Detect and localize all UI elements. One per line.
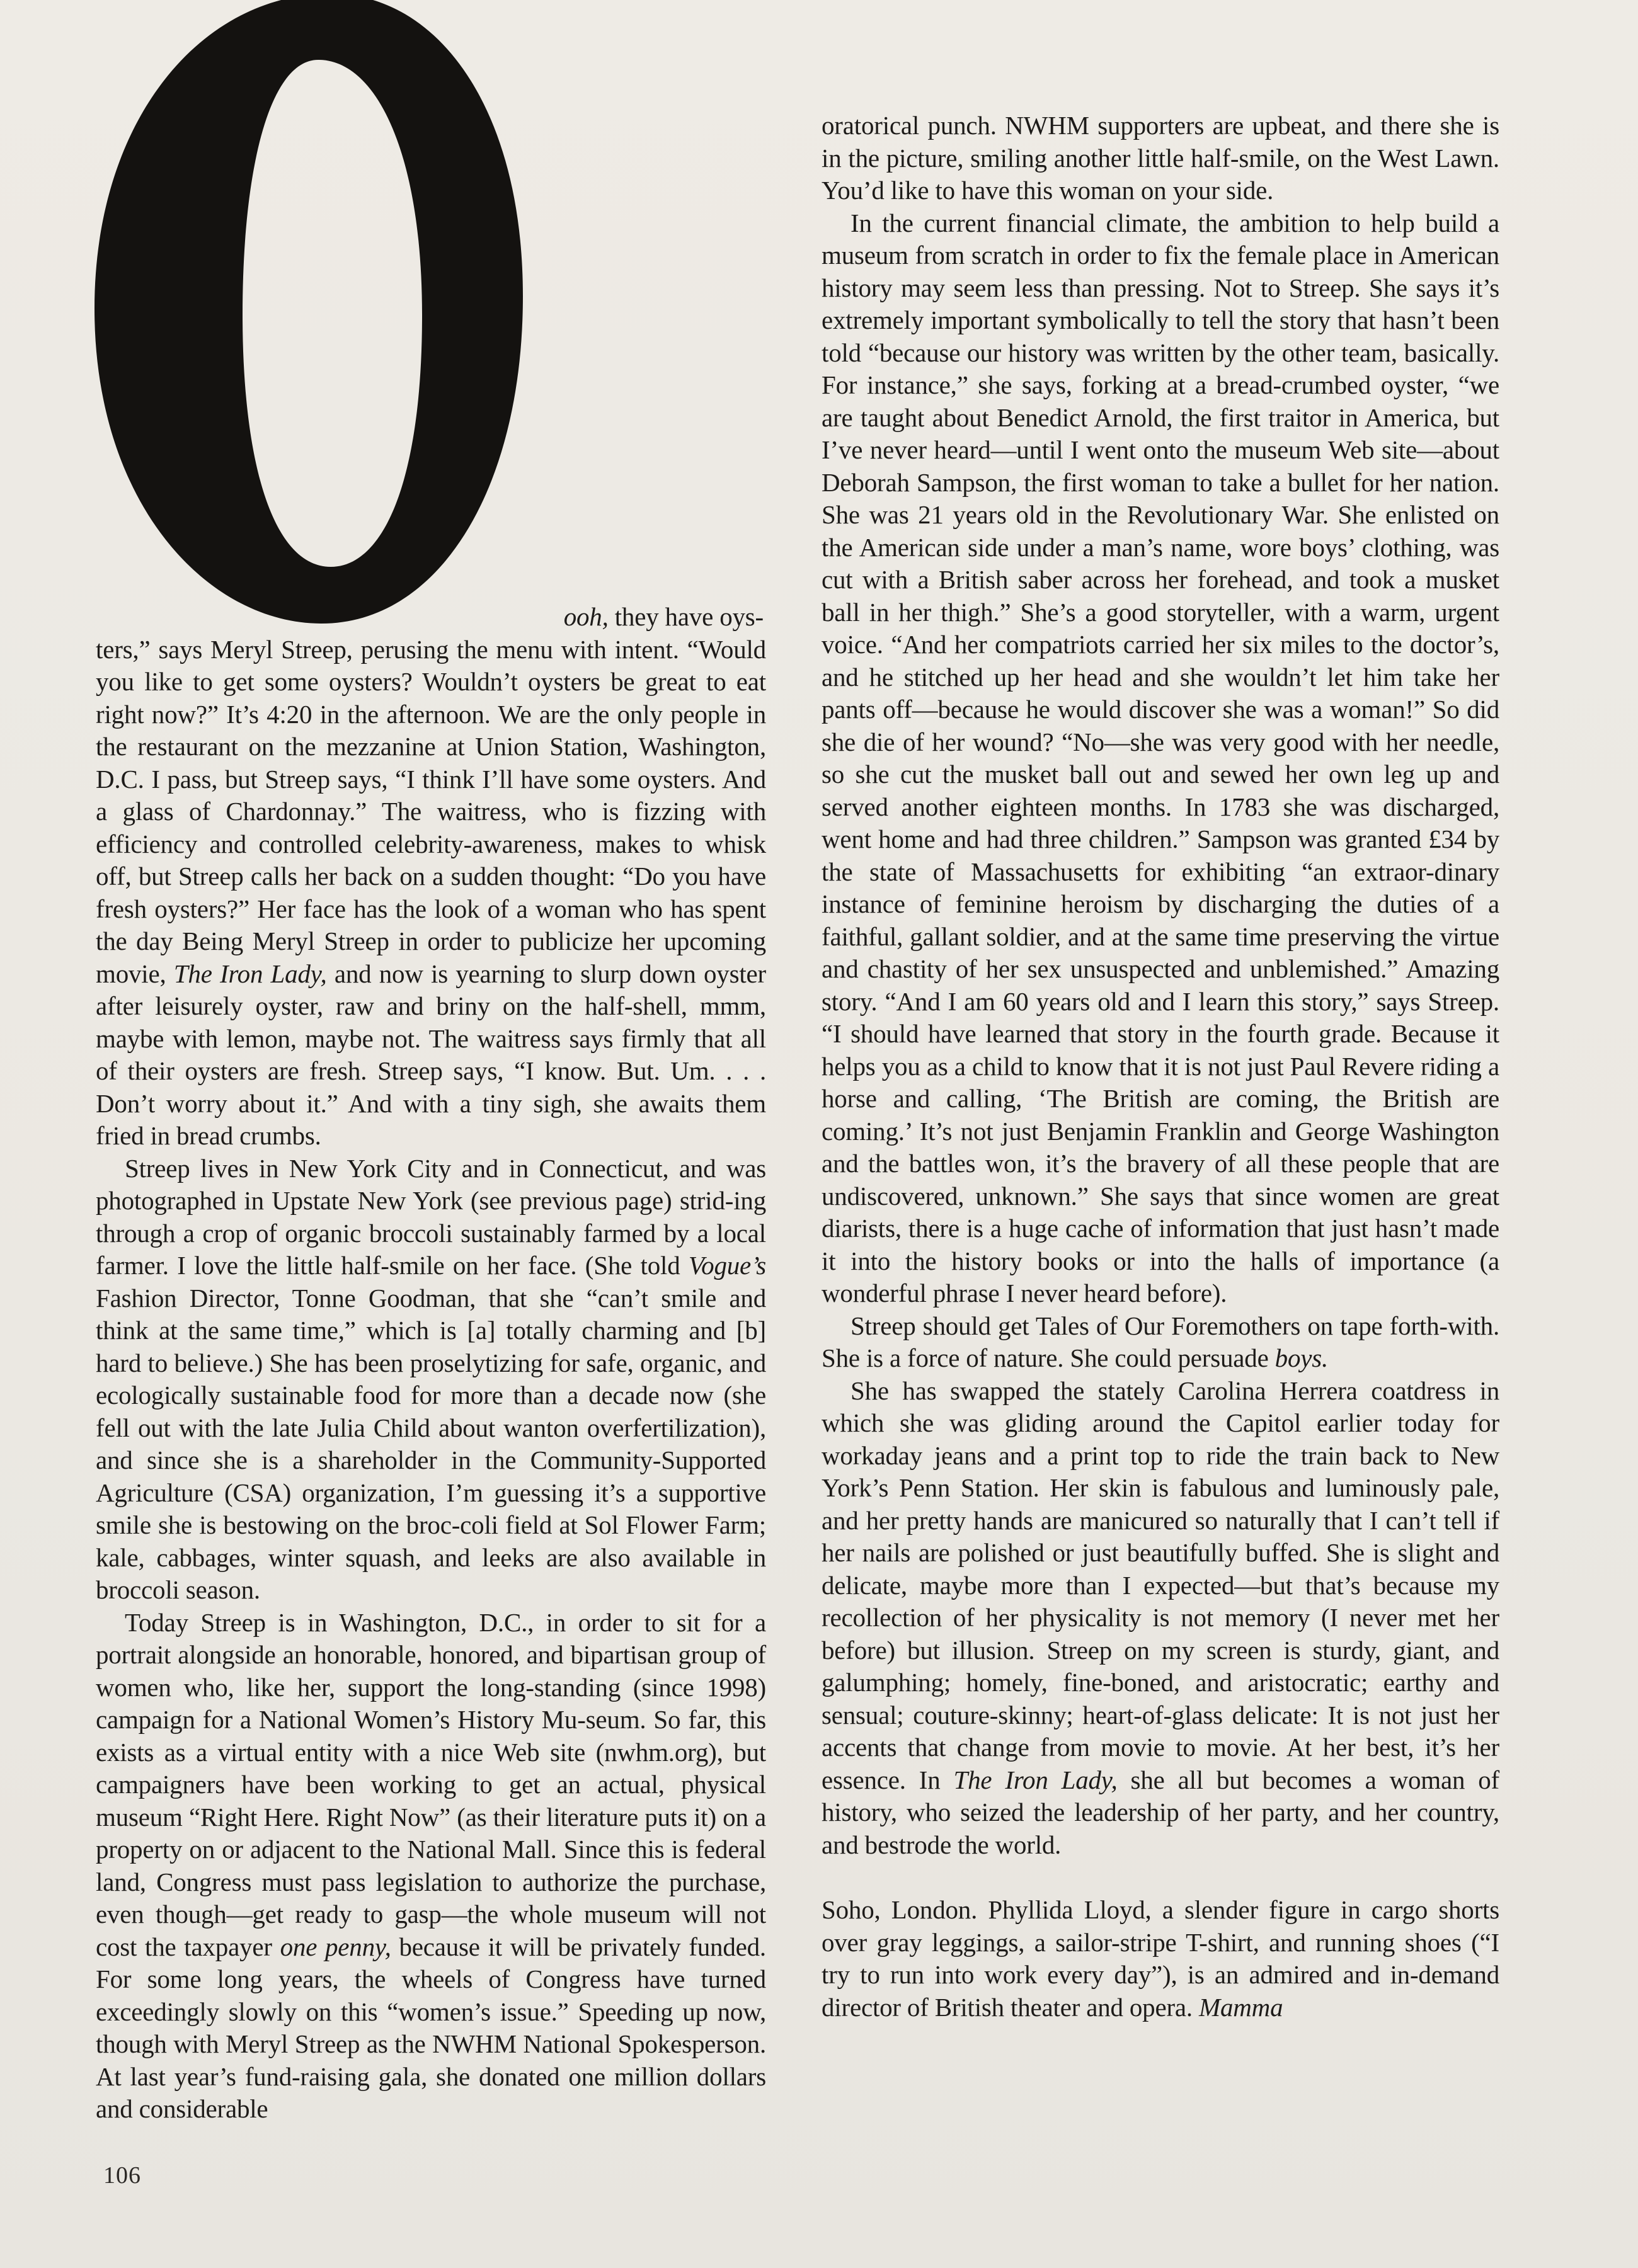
drop-cap-letter-o: [88, 0, 529, 624]
paragraph: She has swapped the stately Carolina Herrera coatdress in which she was gliding around the Capitol earlier today for workaday jeans and a print top to ride the train back to New York’s Penn Station. Her skin is fabulous and luminously pale, and her pretty hands are manicured so naturally that I can’t tell if her nails are polished or just beautifully buffed. She is slight and delicate, maybe more than I expected—but that’s because my recollection of her physicality is not memory (I never met her before) but illusion. Streep on my screen is sturdy, giant, and galumphing; homely, fine-boned, and aristocratic; earthy and sensual; couture-skinny; heart-of-glass delicate: It is not just her accents that change from movie to movie. At her best, it’s her essence. In The Iron Lady, she all but becomes a woman of history, who seized the leadership of her party, and her country, and bestrode the world.: [822, 1376, 1499, 1859]
right-column: [822, 110, 1499, 2024]
paragraph: In the current financial climate, the ambition to help build a museum from scratch in order to fix the female place in American history may seem less than pressing. Not to Streep. She says it’s extremely important symbolically to tell the story that hasn’t been told “because our history was written by the other team, basically. For instance,” she says, forking at a bread-crumbed oyster, “we are taught about Benedict Arnold, the first traitor in America, but I’ve never heard—until I went onto the museum Web site—about Deborah Sampson, the first woman to take a bullet for her nation. She was 21 years old in the Revolutionary War. She enlisted on the American side under a man’s name, wore boys’ clothing, was cut with a British saber across her forehead, and took a musket ball in her thigh.” She’s a good storyteller, with a warm, urgent voice. “And her compatriots carried her six miles to the doctor’s, and he stitched up her head and she wouldn’t let him take her pants off—because he would discover she was a woman!” So did she die of her wound? “No—she was very good with her needle, so she cut the musket ball out and sewed her own leg up and served another eighteen months. In 1783 she was discharged, went home and had three children.” Sampson was granted £34 by the state of Massachusetts for exhibiting “an extraor-dinary instance of feminine heroism by discharging the duties of a faithful, gallant soldier, and at the same time preserving the virtue and chastity of her sex unsuspected and unblemished.” Amazing story. “And I am 60 years old and I learn this story,” says Streep. “I should have learned that story in the fourth grade. Because it helps you as a child to know that it is not just Paul Revere riding a horse and calling, ‘The British are coming, the British are coming.’ It’s not just Benjamin Franklin and George Washington and the battles won, it’s the bravery of all these people that are undiscovered, unknown.” She says that since women are great diarists, there is a huge cache of information that just hasn’t made it into the history books or into the halls of importance (a wonderful phrase I never heard before).: [822, 208, 1499, 1308]
paragraph: Streep should get Tales of Our Foremothers on tape forth-with. She is a force of nature. She could persuade boys.: [822, 1311, 1499, 1372]
paragraph: Streep lives in New York City and in Connecticut, and was photographed in Upstate New York (see previous page) strid-ing through a crop of organic broccoli sustainably farmed by a local farmer. I love the little half-smile on her face. (She told Vogue’s Fashion Director, Tonne Goodman, that she “can’t smile and think at the same time,” which is [a] totally charming and [b] hard to believe.) She has been proselytizing for safe, organic, and ecologically sustainable food for more than a decade now (she fell out with the late Julia Child about wanton overfertilization), and since she is a shareholder in the Community-Supported Agriculture (CSA) organization, I’m guessing it’s a supportive smile she is bestowing on the broc-coli field at Sol Flower Farm; kale, cabbages, winter squash, and leeks are also available in broccoli season.: [96, 1153, 766, 1604]
lede-first-line: [96, 601, 766, 634]
left-column: [96, 601, 766, 2126]
lede-italic: ooh,: [563, 602, 609, 631]
paragraph-section-start: Soho, London. Phyllida Lloyd, a slender figure in cargo shorts over gray leggings, a sailor-stripe T-shirt, and running shoes (“I try to run into work every day”), is an admired and in-demand director of British theater and opera. Mamma: [822, 1895, 1499, 2022]
page-number: 106: [103, 2162, 141, 2189]
paragraph: Today Streep is in Washington, D.C., in order to sit for a portrait alongside an honorable, honored, and bipartisan group of women who, like her, support the long-standing (since 1998) campaign for a National Women’s History Mu-seum. So far, this exists as a virtual entity with a nice Web site (nwhm.org), but campaigners have been working to get an actual, physical museum “Right Here. Right Now” (as their literature puts it) on a property on or adjacent to the National Mall. Since this is federal land, Congress must pass legislation to authorize the purchase, even though—get ready to gasp—the whole museum will not cost the taxpayer one penny, because it will be privately funded. For some long years, the wheels of Congress have turned exceedingly slowly on this “women’s issue.” Speeding up now, though with Meryl Streep as the NWHM National Spokesperson. At last year’s fund-raising gala, she donated one million dollars and considerable: [96, 1607, 766, 2123]
lede-rest: they have oys-: [608, 602, 764, 631]
paragraph: oratorical punch. NWHM supporters are upbeat, and there she is in the picture, smiling another little half-smile, on the West Lawn. You’d like to have this woman on your side.: [822, 111, 1499, 205]
paragraph: ters,” says Meryl Streep, perusing the menu with intent. “Would you like to get some oysters? Wouldn’t oysters be great to eat right now?” It’s 4:20 in the afternoon. We are the only people in the restaurant on the mezzanine at Union Station, Washington, D.C. I pass, but Streep says, “I think I’ll have some oysters. And a glass of Chardonnay.” The waitress, who is fizzing with efficiency and controlled celebrity-awareness, makes to whisk off, but Streep calls her back on a sudden thought: “Do you have fresh oysters?” Her face has the look of a woman who has spent the day Being Meryl Streep in order to publicize her upcoming movie, The Iron Lady, and now is yearning to slurp down oyster after leisurely oyster, raw and briny on the half-shell, mmm, maybe with lemon, maybe not. The waitress says firmly that all of their oysters are fresh. Streep says, “I know. But. Um. . . . Don’t worry about it.” And with a tiny sigh, she awaits them fried in bread crumbs.: [96, 634, 766, 1150]
